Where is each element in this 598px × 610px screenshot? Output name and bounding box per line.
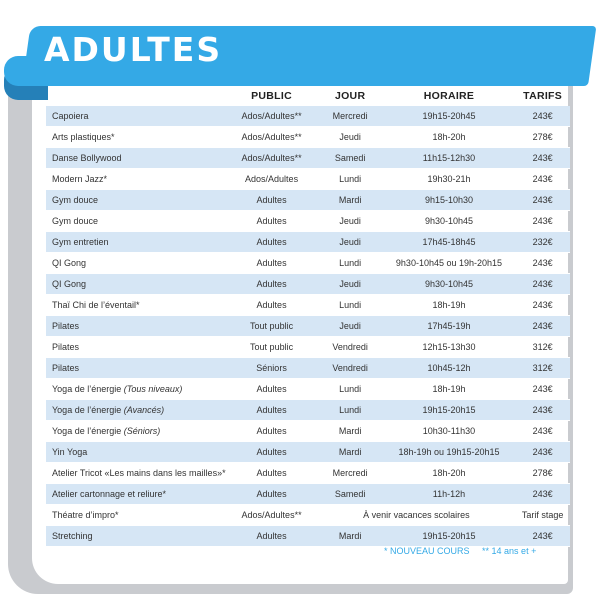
cell-tarif: 243€ <box>515 526 570 547</box>
cell-tarif: 243€ <box>515 190 570 211</box>
cell-public: Adultes <box>226 421 318 442</box>
table-row <box>46 337 570 358</box>
cell-jour: Lundi <box>318 169 383 190</box>
cell-tarif: 312€ <box>515 358 570 379</box>
cell-horaire: 11h15-12h30 <box>383 148 516 169</box>
table-row <box>46 505 570 526</box>
activity-name: QI Gong <box>52 258 87 268</box>
cell-jour: Samedi <box>318 148 383 169</box>
table-row <box>46 421 570 442</box>
cell-horaire: 18h-20h <box>383 463 516 484</box>
cell-activity <box>46 442 226 463</box>
cell-activity <box>46 190 226 211</box>
cell-jour: Mercredi <box>318 106 383 127</box>
cell-horaire: 9h15-10h30 <box>383 190 516 211</box>
header-jour: JOUR <box>334 90 366 102</box>
footer-notes <box>384 546 546 556</box>
header-tarifs: TARIFS <box>523 90 563 102</box>
cell-activity <box>46 169 226 190</box>
table-row <box>46 442 570 463</box>
cell-jour: Lundi <box>318 253 383 274</box>
activity-name: Arts plastiques* <box>52 132 115 142</box>
cell-public: Ados/Adultes** <box>226 148 318 169</box>
cell-jour: Samedi <box>318 484 383 505</box>
cell-horaire: 19h15-20h15 <box>383 526 516 547</box>
activity-name: Thaï Chi de l’éventail* <box>52 300 140 310</box>
cell-activity <box>46 253 226 274</box>
cell-public: Adultes <box>226 190 318 211</box>
activity-name: Yoga de l’énergie <box>52 405 124 415</box>
activity-level-note: (Tous niveaux) <box>123 384 183 394</box>
cell-jour: Lundi <box>318 379 383 400</box>
cell-activity <box>46 505 226 526</box>
schedule-table <box>46 86 570 547</box>
cell-public: Adultes <box>226 232 318 253</box>
cell-tarif: 243€ <box>515 148 570 169</box>
activity-name: Danse Bollywood <box>52 153 122 163</box>
cell-merged-schedule: À venir vacances scolaires <box>318 505 516 526</box>
cell-jour: Mardi <box>318 190 383 211</box>
activity-name: Yoga de l’énergie <box>52 384 124 394</box>
header-public: PUBLIC <box>251 90 292 102</box>
table-header-row <box>46 86 570 106</box>
cell-horaire: 18h-19h ou 19h15-20h15 <box>383 442 516 463</box>
cell-public: Adultes <box>226 400 318 421</box>
cell-horaire: 18h-19h <box>383 295 516 316</box>
table-row <box>46 253 570 274</box>
cell-public: Adultes <box>226 274 318 295</box>
cell-tarif: 243€ <box>515 379 570 400</box>
cell-horaire: 9h30-10h45 <box>383 211 516 232</box>
cell-tarif: 243€ <box>515 253 570 274</box>
cell-horaire: 17h45-18h45 <box>383 232 516 253</box>
activity-name: Yin Yoga <box>52 447 88 457</box>
cell-public: Adultes <box>226 484 318 505</box>
table-row <box>46 169 570 190</box>
cell-jour: Jeudi <box>318 127 383 148</box>
cell-horaire: 18h-20h <box>383 127 516 148</box>
cell-jour: Vendredi <box>318 337 383 358</box>
cell-tarif: Tarif stage <box>515 505 570 526</box>
activity-name: Pilates <box>52 321 80 331</box>
cell-activity <box>46 463 226 484</box>
cell-public: Adultes <box>226 526 318 547</box>
cell-tarif: 243€ <box>515 274 570 295</box>
page-title: ADULTES <box>44 30 223 69</box>
cell-activity <box>46 421 226 442</box>
table-row <box>46 274 570 295</box>
table-row <box>46 463 570 484</box>
table-row <box>46 295 570 316</box>
cell-tarif: 243€ <box>515 316 570 337</box>
activity-name: Capoiera <box>52 111 89 121</box>
activity-name: Pilates <box>52 363 80 373</box>
activity-level-note: (Séniors) <box>123 426 161 436</box>
cell-tarif: 243€ <box>515 106 570 127</box>
table-row <box>46 127 570 148</box>
cell-jour: Jeudi <box>318 211 383 232</box>
cell-horaire: 9h30-10h45 ou 19h-20h15 <box>383 253 516 274</box>
cell-activity <box>46 127 226 148</box>
cell-activity <box>46 400 226 421</box>
activity-name: Yoga de l’énergie <box>52 426 124 436</box>
cell-horaire: 12h15-13h30 <box>383 337 516 358</box>
cell-public: Adultes <box>226 463 318 484</box>
cell-public: Ados/Adultes** <box>226 505 318 526</box>
cell-tarif: 243€ <box>515 484 570 505</box>
table-row <box>46 316 570 337</box>
cell-public: Adultes <box>226 379 318 400</box>
cell-public: Ados/Adultes** <box>226 127 318 148</box>
cell-jour: Mercredi <box>318 463 383 484</box>
cell-activity <box>46 274 226 295</box>
cell-tarif: 278€ <box>515 127 570 148</box>
cell-public: Séniors <box>226 358 318 379</box>
table-row <box>46 379 570 400</box>
activity-name: Gym entretien <box>52 237 109 247</box>
activity-name: Pilates <box>52 342 80 352</box>
table-row <box>46 211 570 232</box>
activity-name: Théatre d’impro* <box>52 510 119 520</box>
cell-tarif: 243€ <box>515 169 570 190</box>
table-row <box>46 232 570 253</box>
cell-activity <box>46 379 226 400</box>
activity-name: Gym douce <box>52 195 99 205</box>
cell-horaire: 18h-19h <box>383 379 516 400</box>
cell-jour: Mardi <box>318 421 383 442</box>
cell-public: Adultes <box>226 211 318 232</box>
cell-activity <box>46 316 226 337</box>
table-row <box>46 190 570 211</box>
table-row <box>46 148 570 169</box>
cell-activity <box>46 106 226 127</box>
activity-name: QI Gong <box>52 279 87 289</box>
cell-activity <box>46 484 226 505</box>
cell-tarif: 243€ <box>515 442 570 463</box>
cell-activity <box>46 295 226 316</box>
cell-horaire: 10h45-12h <box>383 358 516 379</box>
activity-name: Atelier cartonnage et reliure* <box>52 489 167 499</box>
cell-jour: Vendredi <box>318 358 383 379</box>
table-row <box>46 484 570 505</box>
footnote-age: ** 14 ans et + <box>482 546 537 556</box>
cell-tarif: 243€ <box>515 295 570 316</box>
activity-level-note: (Avancés) <box>123 405 165 415</box>
table-row <box>46 526 570 547</box>
cell-horaire: 10h30-11h30 <box>383 421 516 442</box>
cell-public: Ados/Adultes** <box>226 106 318 127</box>
cell-horaire: 19h15-20h15 <box>383 400 516 421</box>
activity-name: Gym douce <box>52 216 99 226</box>
cell-horaire: 11h-12h <box>383 484 516 505</box>
cell-activity <box>46 337 226 358</box>
footnote-new-course: * NOUVEAU COURS <box>384 546 470 556</box>
cell-activity <box>46 526 226 547</box>
cell-jour: Lundi <box>318 400 383 421</box>
cell-public: Adultes <box>226 442 318 463</box>
cell-tarif: 312€ <box>515 337 570 358</box>
cell-public: Tout public <box>226 337 318 358</box>
cell-jour: Jeudi <box>318 316 383 337</box>
cell-tarif: 243€ <box>515 211 570 232</box>
cell-public: Adultes <box>226 253 318 274</box>
cell-public: Adultes <box>226 295 318 316</box>
cell-jour: Mardi <box>318 442 383 463</box>
cell-activity <box>46 358 226 379</box>
cell-horaire: 19h30-21h <box>383 169 516 190</box>
header-activity <box>46 86 226 106</box>
cell-jour: Jeudi <box>318 232 383 253</box>
header-horaire: HORAIRE <box>423 90 475 102</box>
cell-horaire: 9h30-10h45 <box>383 274 516 295</box>
cell-tarif: 243€ <box>515 400 570 421</box>
cell-horaire: 19h15-20h45 <box>383 106 516 127</box>
cell-horaire: 17h45-19h <box>383 316 516 337</box>
schedule-body <box>46 106 570 547</box>
table-row <box>46 400 570 421</box>
cell-public: Ados/Adultes <box>226 169 318 190</box>
activity-name: Atelier Tricot «Les mains dans les mailles»* <box>52 468 226 478</box>
cell-tarif: 232€ <box>515 232 570 253</box>
cell-public: Tout public <box>226 316 318 337</box>
activity-name: Stretching <box>52 531 93 541</box>
cell-jour: Jeudi <box>318 274 383 295</box>
cell-jour: Lundi <box>318 295 383 316</box>
cell-activity <box>46 232 226 253</box>
cell-activity <box>46 148 226 169</box>
cell-tarif: 243€ <box>515 421 570 442</box>
activity-name: Modern Jazz* <box>52 174 108 184</box>
table-row <box>46 358 570 379</box>
table-row <box>46 106 570 127</box>
cell-tarif: 278€ <box>515 463 570 484</box>
cell-activity <box>46 211 226 232</box>
cell-jour: Mardi <box>318 526 383 547</box>
